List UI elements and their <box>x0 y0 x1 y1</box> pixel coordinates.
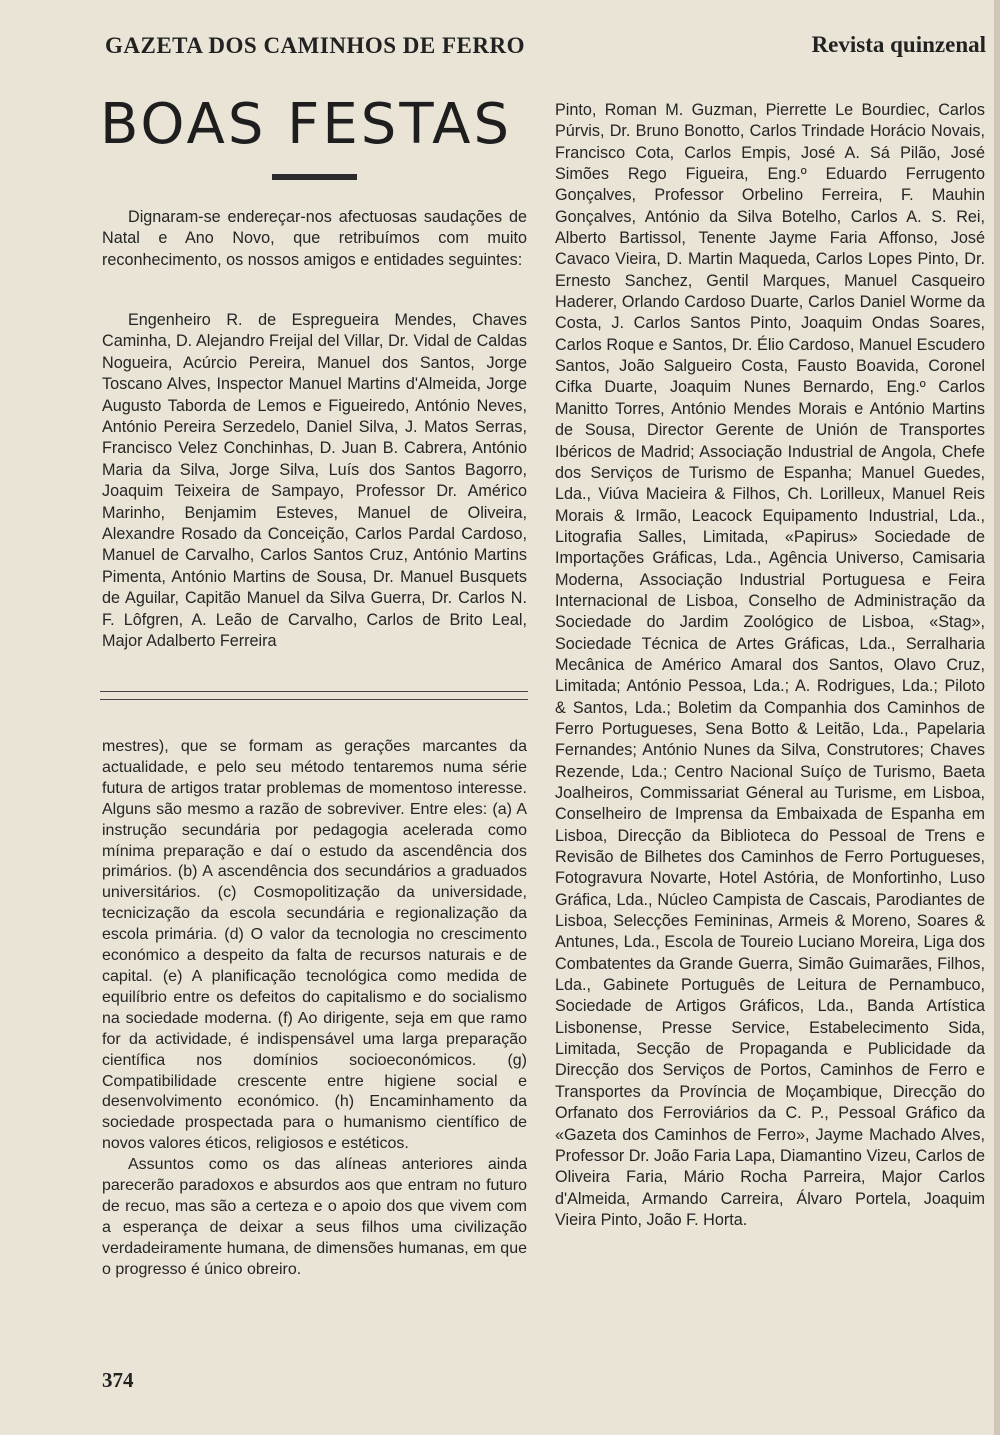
names-list-left <box>102 310 527 653</box>
continued-article <box>102 737 527 1281</box>
page-number: 374 <box>102 1368 134 1392</box>
names-paragraph-left: Engenheiro R. de Espregueira Mendes, Chaves Caminha, D. Alejandro Freijal del Villar, Dr. Vidal de Caldas Nogueira, Acúrcio Pereira, Manuel dos Santos, Jorge Toscano Alves, Inspector Manuel Martins d'Almeida, Jorge Augusto Taborda de Lemos e Figueiredo, António Neves, António Pereira Serzedelo, Daniel Silva, J. Matos Serras, Francisco Velez Conchinhas, D. Juan B. Cabrera, António Maria da Silva, Jorge Silva, Luís dos Santos Bagorro, Joaquim Teixeira de Sampayo, Professor Dr. Américo Marinho, Benjamim Esteves, Manuel de Oliveira, Alexandre Rosado da Conceição, Carlos Pardal Cardoso, Manuel de Carvalho, Carlos Santos Cruz, António Martins Pimenta, António Martins de Sousa, Dr. Manuel Busquets de Aguilar, Capitão Manuel da Silva Guerra, Dr. Carlos N. F. Lôfgren, A. Leão de Carvalho, Carlos de Brito Leal, Major Adalberto Ferreira <box>102 311 527 651</box>
page-edge <box>994 0 1000 1435</box>
section-divider <box>100 691 528 700</box>
intro-paragraph: Dignaram-se endereçar-nos afectuosas saudações de Natal e Ano Novo, que retribuímos com muito reconhecimento, os nossos amigos e entidades seguintes: <box>102 208 527 269</box>
title-underline <box>272 174 357 180</box>
publication-frequency: Revista quinzenal <box>811 32 986 57</box>
continued-paragraph-1: mestres), que se formam as gerações marcantes da actualidade, e pelo seu método tentaremos numa série futura de artigos tratar problemas de momentoso interesse. Alguns são mesmo a razão de sobreviver. Entre eles: (a) A instrução secundária por pedagogia acelerada como mínima preparação e daí o estudo da ascendência dos primários. (b) A ascendência dos secundários a graduados universitários. (c) Cosmopolitização da universidade, tecnicização da escola secundária e regionalização da escola primária. (d) O valor da tecnologia no crescimento económico a despeito da falta de recursos naturais e de capital. (e) A planificação tecnológica como medida de equilíbrio entre os defeitos do capitalismo e do socialismo na sociedade moderna. (f) Ao dirigente, seja em que ramo for da actividade, é indispensável uma larga preparação científica nos domínios socioeconómicos. (g) Compatibilidade crescente entre higiene social e desenvolvimento económico. (h) Encaminhamento da sociedade prospectada para o humanismo científico de novos valores éticos, religiosos e estéticos. <box>102 738 527 1153</box>
names-paragraph-right: Pinto, Roman M. Guzman, Pierrette Le Bourdiec, Carlos Púrvis, Dr. Bruno Bonotto, Carlos Trindade Horácio Novais, Francisco Cota, Carlos Empis, José A. Sá Pilão, José Simões Rego Figueira, Eng.º Eduardo Ferrugento Gonçalves, Professor Orbelino Ferreira, F. Mauhin Gonçalves, António da Silva Botelho, Carlos A. S. Rei, Alberto Bartissol, Tenente Jayme Faria Affonso, José Cavaco Vieira, D. Martin Maqueda, Carlos Lopes Pinto, Dr. Ernesto Sanchez, Gentil Marques, Manuel Casqueiro Haderer, Orlando Cardoso Duarte, Carlos Daniel Worme da Costa, J. Carlos Santos Pinto, Joaquim Ondas Soares, Carlos Roque e Santos, Dr. Élio Cardoso, Manuel Escudero Santos, João Salgueiro Costa, Fausto Boavida, Coronel Cifka Duarte, Joaquim Nunes Bernardo, Eng.º Carlos Manitto Torres, António Mendes Morais e António Martins de Sousa, Director Gerente de Unión de Transportes Ibéricos de Madrid; Associação Industrial de Angola, Chefe dos Serviços de Turismo de Espanha; Manuel Guedes, Lda., Viúva Macieira & Filhos, Ch. Lorilleux, Manuel Reis Morais & Irmão, Leacock Equipamento Industrial, Lda., Litografia Salles, Limitada, «Papirus» Sociedade de Importações Gráficas, Lda., Agência Universo, Camisaria Moderna, Associação Industrial Portuguesa e Feira Internacional de Lisboa, Conselho de Administração da Sociedade do Jardim Zoológico de Lisboa, «Stag», Sociedade Técnica de Artes Gráficas, Lda., Serralharia Mecânica de Américo Amaral dos Santos, Olavo Cruz, Limitada; António Pessoa, Lda.; A. Rodrigues, Lda.; Piloto & Santos, Lda.; Boletim da Companhia dos Caminhos de Ferro Portugueses, Sena Botto & Leitão, Lda., Papelaria Fernandes; António Nunes da Silva, Construtores; Chaves Rezende, Lda.; Centro Nacional Suíço de Turismo, Baeta Joalheiros, Commissariat Géneral au Turisme, em Lisboa, Conselheiro de Imprensa da Embaixada de Espanha em Lisboa, Direcção da Biblioteca do Pessoal de Trens e Revisão de Bilhetes dos Caminhos de Ferro Portugueses, Fotogravura Novarte, Hotel Astória, de Monfortinho, Luso Gráfica, Lda., Núcleo Campista de Cascais, Parodiantes de Lisboa, Selecções Femininas, Armeis & Moreno, Soares & Antunes, Lda., Escola de Toureio Luciano Moreira, Liga dos Combatentes da Grande Guerra, Simão Guimarães, Filhos, Lda., Gabinete Português de Leitura de Pernambuco, Sociedade de Artigos Gráficos, Lda., Banda Artística Lisbonense, Presse Service, Estabelecimento Sida, Limitada, Secção de Propaganda e Publicidade da Direcção dos Serviços de Portos, Caminhos de Ferro e Transportes da Província de Moçambique, Direcção do Orfanato dos Ferroviários da C. P., Pessoal Gráfico da «Gazeta dos Caminhos de Ferro», Jayme Machado Alves, Professor Dr. João Faria Lapa, Diamantino Vizeu, Carlos de Oliveira Faria, Mário Rocha Parreira, Major Carlos d'Almeida, Armando Carreira, Álvaro Portela, Joaquim Vieira Pinto, João F. Horta. <box>555 101 985 1229</box>
names-list-right <box>555 100 985 1231</box>
continued-paragraph-2: Assuntos como os das alíneas anteriores ainda parecerão paradoxos e absurdos aos que entram no futuro de recuo, mas são a certeza e o apoio dos que vivem com a esperança de deixar a seus filhos uma civilização verdadeiramente humana, de dimensões humanas, em que o progresso é único obreiro. <box>102 1156 527 1278</box>
publication-title: GAZETA DOS CAMINHOS DE FERRO <box>105 33 525 58</box>
article-title: BOAS FESTAS <box>100 92 513 157</box>
article-intro <box>102 207 527 271</box>
